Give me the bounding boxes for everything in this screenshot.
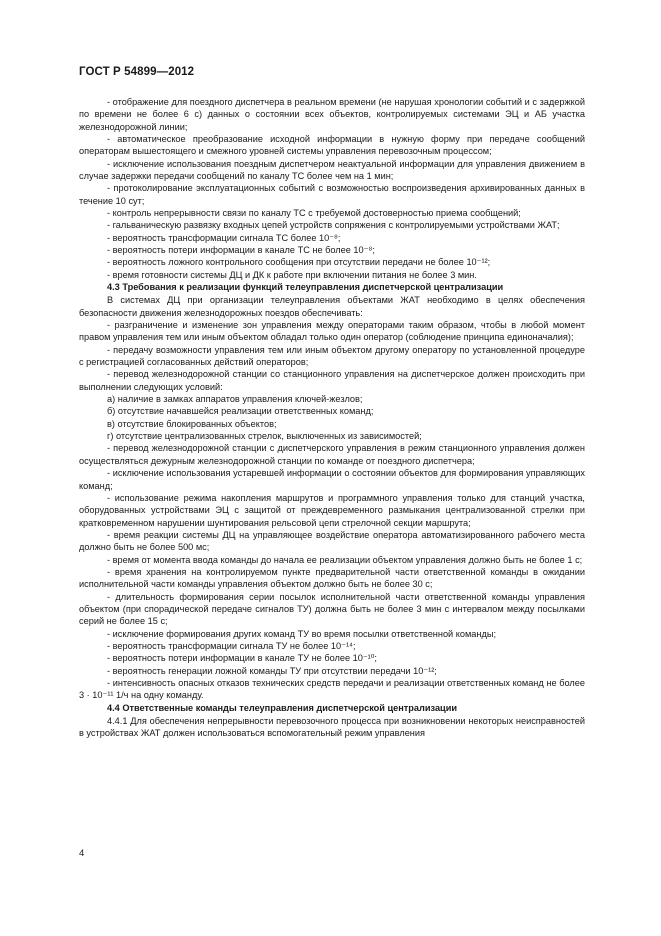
- paragraph: - отображение для поездного диспетчера в реальном времени (не нарушая хронологии событий и с задержкой по времени не более 6 с) данных о состоянии всех объектов, контролируемых системами ЭЦ и АБ участка железнодорожной линии;: [79, 97, 585, 132]
- list-item: г) отсутствие централизованных стрелок, выключенных из зависимостей;: [107, 431, 422, 442]
- paragraph: - время от момента ввода команды до начала ее реализации объектом управления должно быть не более 1 с;: [107, 554, 583, 565]
- page-number: 4: [79, 848, 85, 859]
- list-item: б) отсутствие начавшейся реализации ответственных команд;: [107, 406, 374, 417]
- paragraph: 4.4.1 Для обеспечения непрерывности перевозочного процесса при возникновении некоторых неисправностей в устройствах ЖАТ должен использоваться вспомогательный режим управления: [79, 715, 585, 739]
- paragraph: - перевод железнодорожной станции с диспетчерского управления в режим станционного управления должен осуществляться дежурным железнодорожной станции по команде от поездного диспетчера;: [79, 443, 585, 466]
- section-heading: 4.3 Требования к реализации функций телеуправления диспетчерской централизации: [107, 282, 504, 293]
- paragraph: - вероятность потери информации в канале ТС не более 10⁻⁸;: [107, 245, 375, 256]
- paragraph: - исключение использования устаревшей информации о состоянии объектов для формирования управляющих команд;: [79, 468, 585, 491]
- paragraph: - вероятность трансформации сигнала ТС более 10⁻⁸;: [107, 232, 341, 243]
- paragraph: - исключение использования поездным диспетчером неактуальной информации для управления движением в случае задержки передачи сообщений по каналу ТС более чем на 1 мин;: [79, 158, 585, 182]
- paragraph: - перевод железнодорожной станции со станционного управления на диспетчерское должен происходить при выполнении следующих условий:: [79, 369, 585, 392]
- paragraph: - разграничение и изменение зон управления между операторами таким образом, чтобы в любой момент правом управления тем или иным объектом обладал только один оператор (соблюдение принципа единоначалия);: [79, 320, 585, 343]
- paragraph: - вероятность потери информации в канале ТУ не более 10⁻¹⁰;: [107, 653, 377, 664]
- paragraph: - протоколирование эксплуатационных событий с возможностью воспроизведения архивированных данных в течение 10 сут;: [79, 183, 585, 206]
- list-item: а) наличие в замках аппаратов управления ключей-жезлов;: [107, 394, 363, 405]
- paragraph: - гальваническую развязку входных цепей устройств сопряжения с контролируемыми устройствами ЖАТ;: [107, 220, 560, 231]
- section-heading: 4.4 Ответственные команды телеуправления диспетчерской централизации: [107, 702, 457, 713]
- paragraph: - время хранения на контролируемом пункте предварительной части ответственной команды в ожидании исполнительной части команды управления объектом должно быть не более 30 с;: [79, 566, 585, 590]
- paragraph: - время реакции системы ДЦ на управляющее воздействие оператора автоматизированного рабочего места должно быть не более 500 мс;: [79, 529, 585, 553]
- paragraph: - вероятность генерации ложной команды ТУ при отсутствии передачи 10⁻¹²;: [107, 665, 437, 676]
- paragraph: - передачу возможности управления тем или иным объектом другому оператору по установленной процедуре с регистрацией согласованных действий операторов;: [79, 344, 585, 368]
- list-item: в) отсутствие блокированных объектов;: [107, 418, 277, 429]
- paragraph: - вероятность ложного контрольного сообщения при отсутствии передачи не более 10⁻¹²;: [107, 257, 491, 268]
- paragraph: - вероятность трансформации сигнала ТУ не более 10⁻¹⁴;: [107, 640, 356, 651]
- paragraph: В системах ДЦ при организации телеуправления объектами ЖАТ необходимо в целях обеспечения безопасности движения железнодорожных поездов обеспечивать:: [79, 295, 585, 318]
- paragraph: - время готовности системы ДЦ и ДК к работе при включении питания не более 3 мин.: [107, 269, 477, 280]
- paragraph: - автоматическое преобразование исходной информации в нужную форму при передаче сообщений операторам вышестоящего и смежного уровней системы управления перевозочным процессом;: [79, 134, 585, 157]
- paragraph: - использование режима накопления маршрутов и программного управления только для станций участка, оборудованных устройствами ЭЦ с защитой от преждевременного размыкания централизованной стрелки при кратковременном нарушении шунтирования рельсовой цепи стрелочной секции маршрута;: [79, 492, 585, 528]
- paragraph: - исключение формирования других команд ТУ во время посылки ответственной команды;: [107, 628, 496, 639]
- paragraph: - контроль непрерывности связи по каналу ТС с требуемой достоверностью приема сообщений;: [107, 208, 521, 219]
- document-header: ГОСТ Р 54899—2012: [79, 66, 195, 78]
- paragraph: - интенсивность опасных отказов технических средств передачи и реализации ответственных команд не более 3 · 10⁻¹¹ 1/ч на одну команду.: [79, 678, 585, 701]
- document-body: [79, 96, 585, 740]
- paragraph: - длительность формирования серии посылок исполнительной части ответственной команды управления объектом (при спорадической передаче сигналов ТУ) должна быть не более 3 мин с интервалом между посылками серий не более 15 с;: [79, 591, 585, 627]
